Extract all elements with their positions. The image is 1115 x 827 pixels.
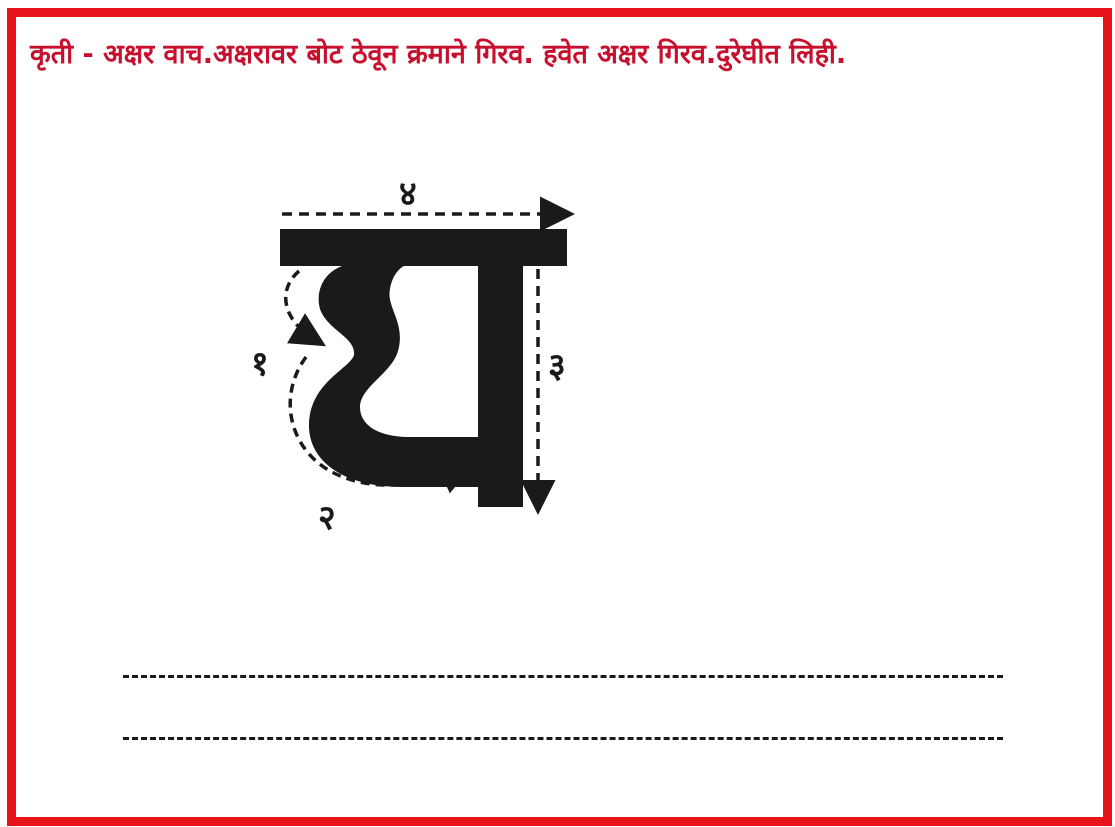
writing-line-1[interactable] [123,675,1003,678]
stroke-1-number: १ [251,344,269,384]
writing-line-2[interactable] [123,737,1003,740]
worksheet-frame [7,8,1112,826]
stroke-3-number: ३ [548,346,566,386]
stroke-4-number: ४ [399,174,417,214]
instruction-text: कृती - अक्षर वाच.अक्षरावर बोट ठेवून क्रमाने गिरव. हवेत अक्षर गिरव.दुरेघीत लिही. [30,39,847,70]
letter-stem [478,253,523,507]
letter-tracing-diagram [16,17,1103,817]
stroke-1-arrow [286,271,314,339]
stroke-2-number: २ [318,498,336,538]
letter-loop [309,263,480,487]
letter-headline-bar [280,229,567,266]
